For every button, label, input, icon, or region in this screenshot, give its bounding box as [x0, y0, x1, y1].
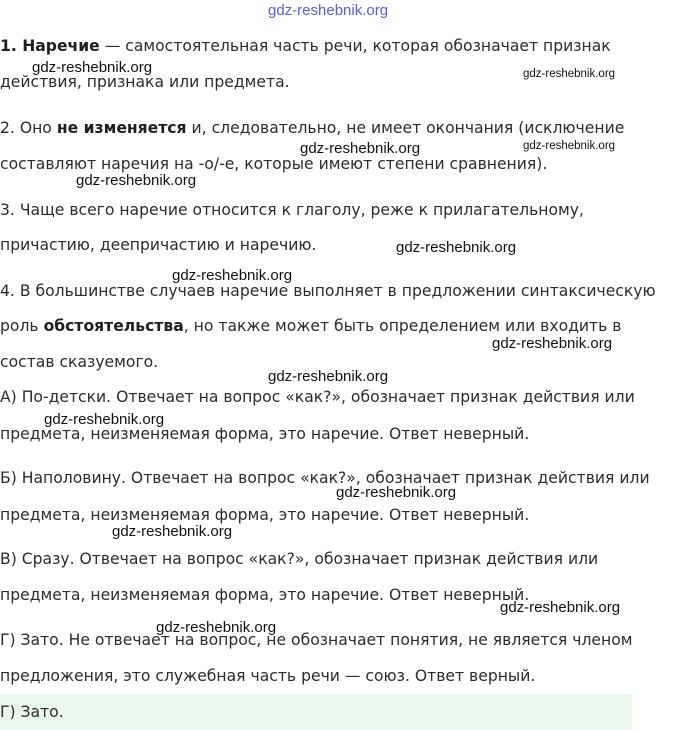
point-1-line-1 — [0, 36, 611, 56]
watermark: gdz-reshebnik.org — [396, 239, 517, 256]
option-g-line-2: предложения, это служебная часть речи — союз. Ответ верный. — [0, 667, 536, 685]
point-4-bold: обстоятельства — [43, 317, 184, 335]
point-1-term: Наречие — [22, 37, 100, 55]
point-1-line-2: действия, признака или предмета. — [0, 73, 290, 91]
watermark: gdz-reshebnik.org — [112, 523, 233, 540]
point-2-line-2: составляют наречия на -о/-е, которые имеют степени сравнения). — [0, 155, 548, 173]
point-1-number: 1. — [0, 37, 23, 55]
point-2-line-1 — [0, 118, 624, 138]
point-4-lead: роль — [0, 317, 44, 335]
watermark: gdz-reshebnik.org — [492, 335, 613, 352]
point-4-text: , но также может быть определением или входить в — [183, 317, 622, 335]
point-4-line-1: 4. В большинстве случаев наречие выполняет в предложении синтаксическую — [0, 282, 656, 300]
watermark: gdz-reshebnik.org — [500, 599, 621, 616]
watermark: gdz-reshebnik.org — [336, 484, 457, 501]
option-v-line-2: предмета, неизменяемая форма, это наречие. Ответ неверный. — [0, 586, 530, 604]
answer-box — [0, 694, 632, 730]
point-4-line-2 — [0, 316, 621, 336]
watermark: gdz-reshebnik.org — [523, 68, 616, 80]
watermark: gdz-reshebnik.org — [156, 619, 277, 636]
option-a-line-2: предмета, неизменяемая форма, это наречие. Ответ неверный. — [0, 425, 530, 443]
point-1-text: — самостоятельная часть речи, которая обозначает признак — [99, 37, 611, 55]
watermark: gdz-reshebnik.org — [523, 140, 616, 152]
watermark: gdz-reshebnik.org — [268, 2, 389, 19]
option-v-line-1: В) Сразу. Отвечает на вопрос «как?», обозначает признак действия или — [0, 550, 599, 568]
point-3-line-2: причастию, деепричастию и наречию. — [0, 236, 317, 254]
point-2-bold: не изменяется — [56, 119, 187, 137]
option-b-line-1: Б) Наполовину. Отвечает на вопрос «как?», обозначает признак действия или — [0, 469, 650, 487]
watermark: gdz-reshebnik.org — [44, 411, 165, 428]
point-2-lead: 2. Оно — [0, 119, 57, 137]
option-g-line-1: Г) Зато. Не отвечает на вопрос, не обозначает понятия, не является членом — [0, 631, 633, 649]
watermark: gdz-reshebnik.org — [300, 140, 421, 157]
option-a-line-1: А) По-детски. Отвечает на вопрос «как?», обозначает признак действия или — [0, 388, 635, 406]
watermark: gdz-reshebnik.org — [268, 368, 389, 385]
watermark: gdz-reshebnik.org — [172, 267, 293, 284]
watermark: gdz-reshebnik.org — [76, 172, 197, 189]
watermark: gdz-reshebnik.org — [32, 59, 153, 76]
answer-text: Г) Зато. — [0, 703, 64, 721]
point-4-line-3: состав сказуемого. — [0, 353, 159, 371]
point-2-text: и, следовательно, не имеет окончания (исключение — [186, 119, 625, 137]
point-3-line-1: 3. Чаще всего наречие относится к глаголу, реже к прилагательному, — [0, 201, 584, 219]
option-b-line-2: предмета, неизменяемая форма, это наречие. Ответ неверный. — [0, 506, 530, 524]
